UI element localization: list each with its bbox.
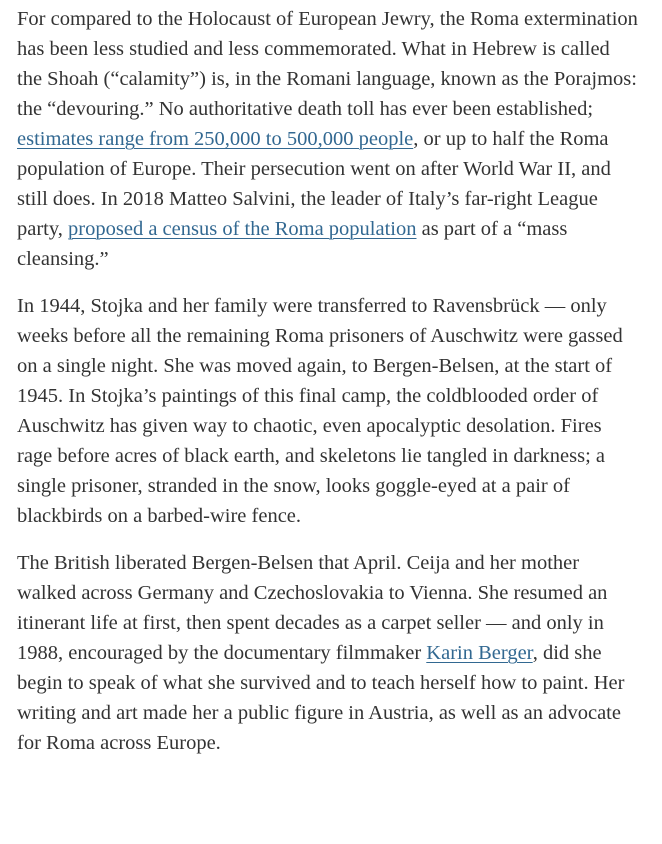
paragraph-text: In 1944, Stojka and her family were transferred to Ravensbrück — only weeks before all the remaining Roma prisoners of Auschwitz were gassed on a single night. She was moved again, to Bergen-Belsen, at the start of 1945. In Stojka’s paintings of this final camp, the coldblooded order of Auschwitz has given way to chaotic, even apocalyptic desolation. Fires rage before acres of black earth, and skeletons lie tangled in darkness; a single prisoner, stranded in the snow, looks goggle-eyed at a pair of blackbirds on a barbed-wire fence. [17,295,623,527]
roma-census-link[interactable]: proposed a census of the Roma population [68,218,417,240]
paragraph-text: , did she begin to speak of what she survived and to teach herself how to paint. Her writing and art made her a public figure in Austria, as well as an advocate for Roma across Europe. [17,642,625,754]
paragraph-text: as part of a “mass cleansing.” [17,218,568,270]
estimates-range-link[interactable]: estimates range from 250,000 to 500,000 people [17,128,414,150]
paragraph-text: The British liberated Bergen-Belsen that April. Ceija and her mother walked across Germany and Czechoslovakia to Vienna. She resumed an itinerant life at first, then spent decades as a carpet seller — and only in 1988, encouraged by the documentary filmmaker [17,552,608,664]
paragraph [17,291,638,531]
paragraph [17,548,638,758]
paragraph-text: For compared to the Holocaust of European Jewry, the Roma extermination has been less studied and less commemorated. What in Hebrew is called the Shoah (“calamity”) is, in the Romani language, known as the Porajmos: the “devouring.” No authoritative death toll has ever been established; [17,8,638,120]
karin-berger-link[interactable]: Karin Berger [426,642,533,664]
paragraph-text: , or up to half the Roma population of Europe. Their persecution went on after World War II, and still does. In 2018 Matteo Salvini, the leader of Italy’s far-right League party, [17,128,611,240]
paragraph [17,4,638,274]
